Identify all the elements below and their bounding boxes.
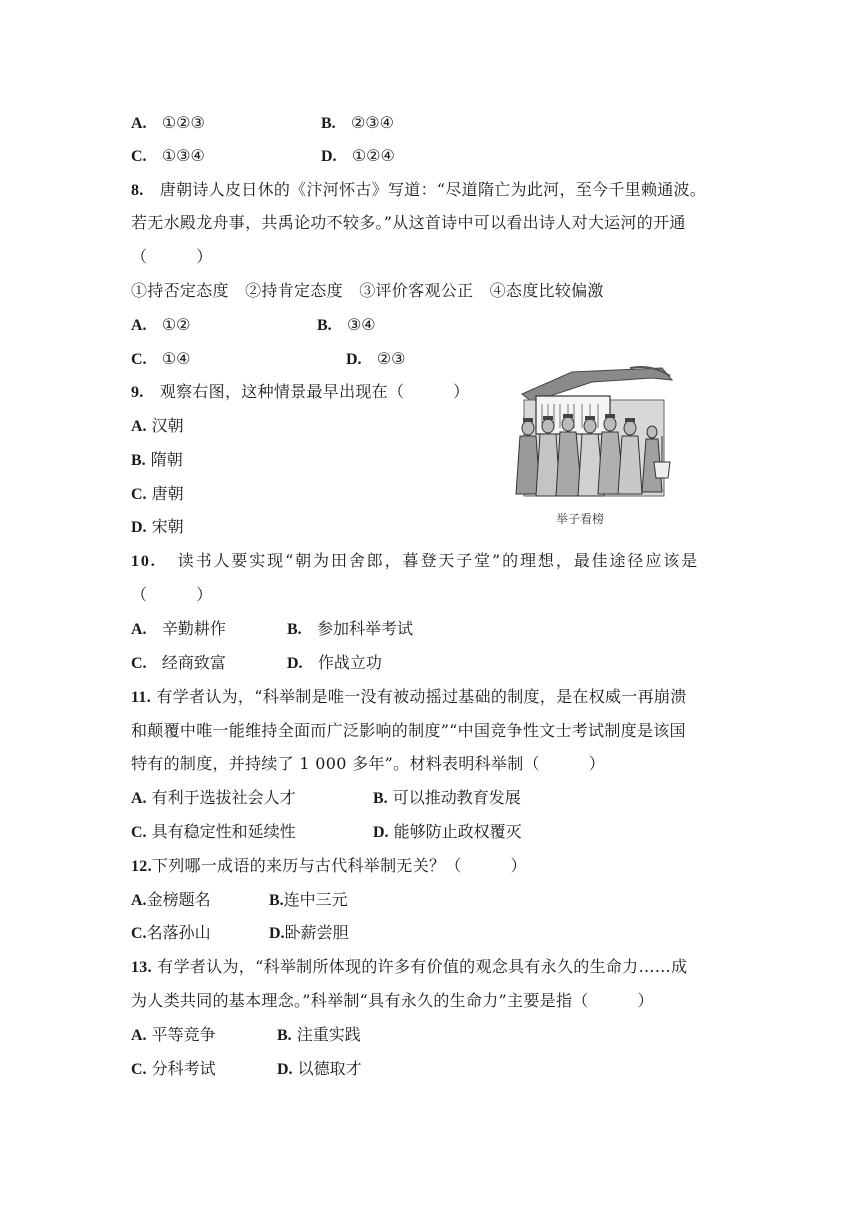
- option-text: 汉朝: [151, 416, 184, 435]
- option-label: B.: [317, 317, 332, 334]
- option-text: 卧薪尝胆: [284, 923, 349, 942]
- q10-stem-line-1: [131, 550, 699, 573]
- option-text: ①②③: [161, 113, 205, 132]
- option-label: D.: [277, 1061, 293, 1078]
- option-text: ①②④: [351, 146, 395, 165]
- option-text: 有利于选拔社会人才: [151, 788, 296, 807]
- q8-option-b: [317, 314, 376, 337]
- question-text: 观察右图，这种情景最早出现在（ ）: [159, 382, 470, 401]
- q8-stem-line-2: 若无水殿龙舟事，共禹论功不较多。”从这首诗中可以看出诗人对大运河的开通: [131, 213, 686, 232]
- option-label: B.: [321, 115, 336, 132]
- q12-stem: [131, 855, 527, 878]
- option-label: D.: [346, 351, 362, 368]
- option-text: 辛勤耕作: [161, 619, 226, 638]
- q8-option-a: [131, 314, 191, 337]
- q11-option-a: [131, 787, 296, 810]
- option-text: 经商致富: [161, 653, 226, 672]
- q13-option-a: [131, 1024, 216, 1047]
- q7-option-b: [321, 112, 394, 135]
- option-text: 可以推动教育发展: [392, 788, 521, 807]
- option-label: B.: [269, 892, 284, 909]
- q8-answer-blank: （ ）: [131, 247, 213, 266]
- image-caption: 举子看榜: [556, 512, 605, 526]
- q11-option-c: [131, 821, 296, 844]
- option-label: A.: [131, 621, 147, 638]
- option-text: ①④: [161, 349, 191, 368]
- option-label: B.: [287, 621, 302, 638]
- option-label: B.: [131, 452, 146, 469]
- q9-option-c: [131, 483, 184, 506]
- option-text: 具有稳定性和延续性: [151, 822, 296, 841]
- option-label: D.: [321, 148, 337, 165]
- option-text: 以德取才: [297, 1059, 362, 1078]
- q8-option-c: [131, 348, 191, 371]
- q13-option-b: [277, 1024, 361, 1047]
- q11-stem-line-2: 和颠覆中唯一能维持全面而广泛影响的制度”“中国竞争性文士考试制度是该国: [131, 721, 686, 740]
- option-text: 唐朝: [151, 484, 184, 503]
- question-number: 8.: [131, 182, 144, 199]
- option-label: A.: [131, 790, 147, 807]
- q12-option-c: [131, 922, 211, 945]
- q10-answer-blank: （ ）: [131, 585, 213, 604]
- option-label: A.: [131, 115, 147, 132]
- option-text: 名落孙山: [146, 923, 211, 942]
- q11-option-b: [373, 787, 521, 810]
- q8-choices: ①持否定态度 ②持肯定态度 ③评价客观公正 ④态度比较偏激: [131, 281, 604, 300]
- question-text: 下列哪一成语的来历与古代科举制无关？（ ）: [151, 856, 527, 875]
- option-label: A.: [131, 317, 147, 334]
- option-label: B.: [373, 790, 388, 807]
- option-label: A.: [131, 892, 147, 909]
- q11-option-d: [373, 821, 522, 844]
- option-label: D.: [269, 925, 285, 942]
- question-number: 9.: [131, 384, 144, 401]
- option-label: C.: [131, 486, 147, 503]
- option-label: C.: [131, 148, 147, 165]
- option-label: C.: [131, 925, 147, 942]
- q13-stem-line-2: 为人类共同的基本理念。”科举制“具有永久的生命力”主要是指（ ）: [131, 991, 654, 1010]
- q10-option-b: [287, 618, 413, 641]
- option-text: ②③④: [350, 113, 394, 132]
- q13-stem-line-1: [131, 956, 687, 979]
- question-number: 10.: [131, 553, 157, 570]
- q9-option-b: [131, 449, 183, 472]
- q13-option-d: [277, 1058, 362, 1081]
- option-text: ①③④: [161, 146, 205, 165]
- option-label: C.: [131, 655, 147, 672]
- option-label: C.: [131, 824, 147, 841]
- q12-option-b: [269, 889, 348, 912]
- q10-option-d: [287, 652, 382, 675]
- option-text: 平等竞争: [151, 1025, 216, 1044]
- option-label: B.: [277, 1027, 292, 1044]
- option-label: D.: [287, 655, 303, 672]
- scholars-viewing-results-illustration: [512, 366, 676, 506]
- q10-option-a: [131, 618, 226, 641]
- option-label: D.: [373, 824, 389, 841]
- question-number: 11.: [131, 689, 152, 706]
- option-label: A.: [131, 418, 147, 435]
- option-text: 注重实践: [296, 1025, 361, 1044]
- question-number: 12.: [131, 858, 152, 875]
- q13-option-c: [131, 1058, 216, 1081]
- q7-option-d: [321, 145, 395, 168]
- option-text: 宋朝: [151, 517, 184, 536]
- q9-option-d: [131, 516, 184, 539]
- option-text: ③④: [346, 315, 376, 334]
- option-text: ②③: [376, 349, 406, 368]
- option-text: 隋朝: [150, 450, 183, 469]
- q8-stem-line-1: [131, 179, 706, 202]
- option-text: 参加科举考试: [316, 619, 413, 638]
- q9-option-a: [131, 415, 184, 438]
- q12-option-d: [269, 922, 349, 945]
- option-text: 分科考试: [151, 1059, 216, 1078]
- option-text: 能够防止政权覆灭: [393, 822, 522, 841]
- q11-stem-line-1: [131, 686, 687, 709]
- q11-stem-line-3: 特有的制度，并持续了 1 000 多年”。材料表明科举制（ ）: [131, 754, 606, 773]
- question-text: 读书人要实现“朝为田舍郎，暮登天子堂”的理想，最佳途径应该是: [177, 551, 700, 570]
- option-text: 连中三元: [283, 890, 348, 909]
- option-text: 作战立功: [317, 653, 382, 672]
- q8-option-d: [346, 348, 406, 371]
- q9-stem: [131, 381, 469, 404]
- option-label: D.: [131, 519, 147, 536]
- option-label: A.: [131, 1027, 147, 1044]
- option-text: 金榜题名: [146, 890, 211, 909]
- q10-option-c: [131, 652, 226, 675]
- q7-option-a: [131, 112, 205, 135]
- option-label: C.: [131, 1061, 147, 1078]
- question-number: 13.: [131, 959, 152, 976]
- q12-option-a: [131, 889, 211, 912]
- question-text: 唐朝诗人皮日休的《汴河怀古》写道：“尽道隋亡为此河，至今千里赖通波。: [159, 180, 707, 199]
- q7-option-c: [131, 145, 205, 168]
- question-text: 有学者认为，“科举制所体现的许多有价值的观念具有永久的生命力……成: [157, 957, 688, 976]
- option-text: ①②: [161, 315, 191, 334]
- question-text: 有学者认为，“科举制是唯一没有被动摇过基础的制度，是在权威一再崩溃: [156, 687, 687, 706]
- option-label: C.: [131, 351, 147, 368]
